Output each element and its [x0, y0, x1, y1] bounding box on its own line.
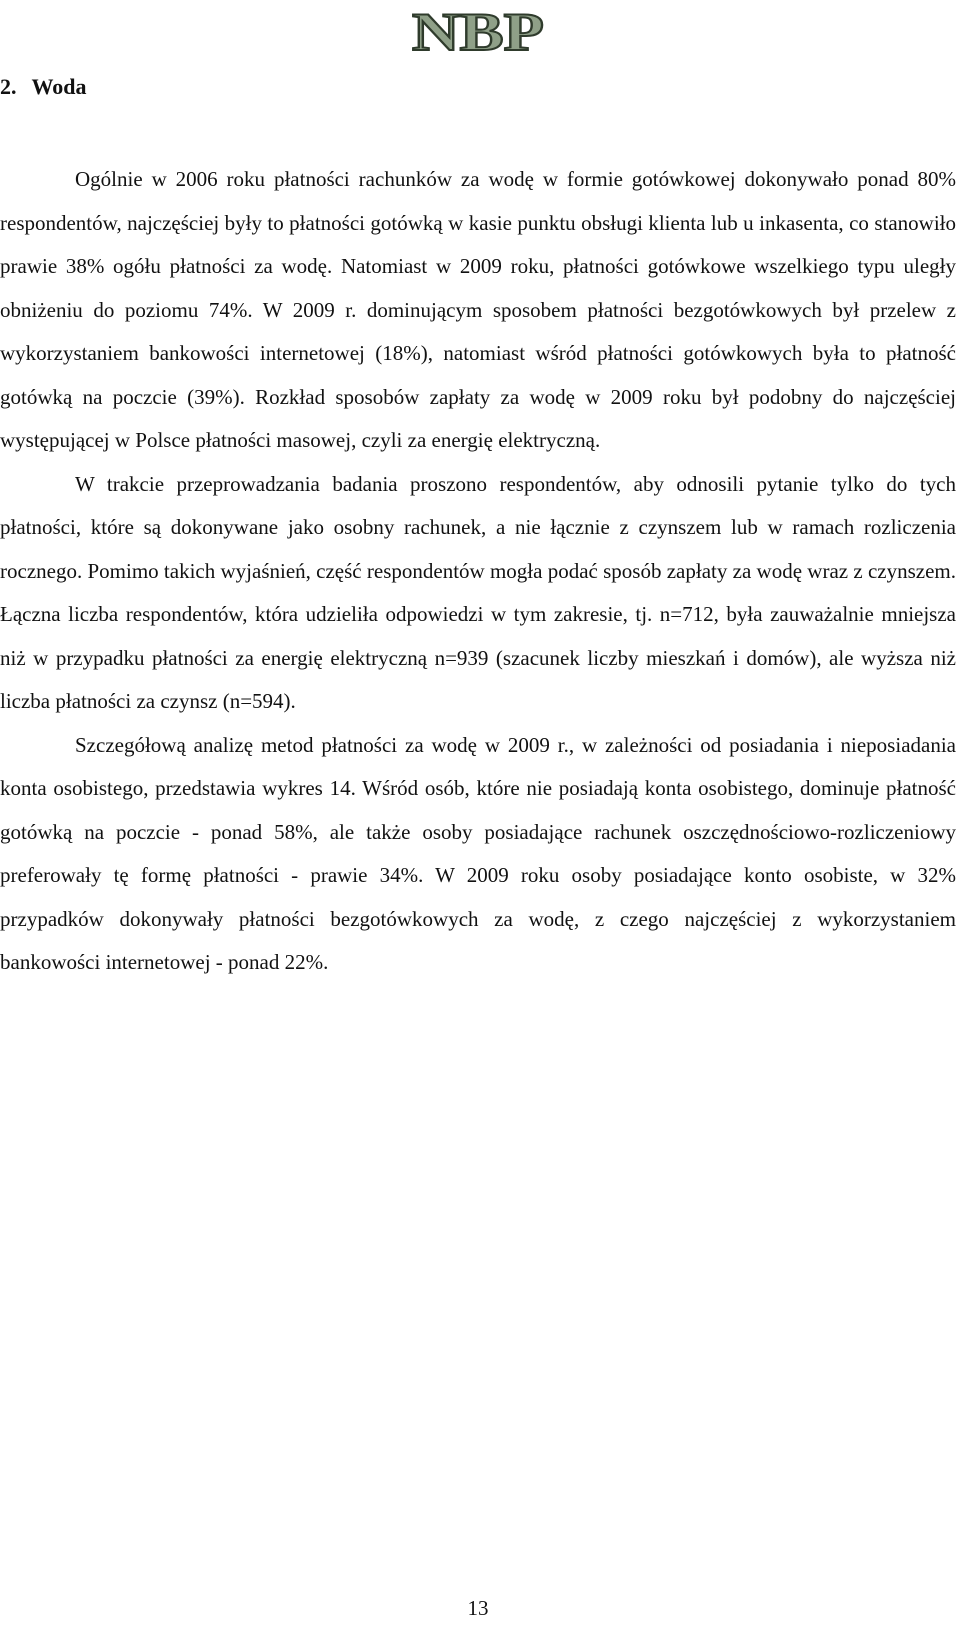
section-heading [0, 74, 87, 100]
nbp-logo-text: NBP [412, 4, 544, 60]
page-number: 13 [467, 1596, 489, 1620]
nbp-logo-graphic [408, 4, 548, 60]
nbp-logo [408, 4, 548, 60]
body-text [0, 158, 956, 985]
paragraph: Szczegółową analizę metod płatności za wodę w 2009 r., w zależności od posiadania i nieposiadania konta osobistego, przedstawia wykres 14. Wśród osób, które nie posiadają konta osobistego, dominuje płatność gotówką na poczcie - ponad 58%, ale także osoby posiadające rachunek oszczędnościowo-rozliczeniowy preferowały tę formę płatności - prawie 34%. W 2009 roku osoby posiadające konto osobiste, w 32% przypadków dokonywały płatności bezgotówkowych za wodę, z czego najczęściej z wykorzystaniem bankowości internetowej - ponad 22%. [0, 732, 956, 974]
paragraph: Ogólnie w 2006 roku płatności rachunków za wodę w formie gotówkowej dokonywało ponad 80% respondentów, najczęściej były to płatności gotówką w kasie punktu obsługi klienta lub u inkasenta, co stanowiło prawie 38% ogółu płatności za wodę. Natomiast w 2009 roku, płatności gotówkowe wszelkiego typu uległy obniżeniu do poziomu 74%. W 2009 r. dominującym sposobem płatności bezgotówkowych był przelew z wykorzystaniem bankowości internetowej (18%), natomiast wśród płatności gotówkowych była to płatność gotówką na poczcie (39%). Rozkład sposobów zapłaty za wodę w 2009 roku był podobny do najczęściej występującej w Polsce płatności masowej, czyli za energię elektryczną. [0, 167, 956, 452]
section-title: Woda [31, 74, 87, 99]
section-number: 2. [0, 74, 17, 99]
paragraph: W trakcie przeprowadzania badania proszono respondentów, aby odnosili pytanie tylko do tych płatności, które są dokonywane jako osobny rachunek, a nie łącznie z czynszem lub w ramach rozliczenia rocznego. Pomimo takich wyjaśnień, część respondentów mogła podać sposób zapłaty za wodę wraz z czynszem. Łączna liczba respondentów, która udzieliła odpowiedzi w tym zakresie, tj. n=712, była zauważalnie mniejsza niż w przypadku płatności za energię elektryczną n=939 (szacunek liczby mieszkań i domów), ale wyższa niż liczba płatności za czynsz (n=594). [0, 471, 956, 713]
